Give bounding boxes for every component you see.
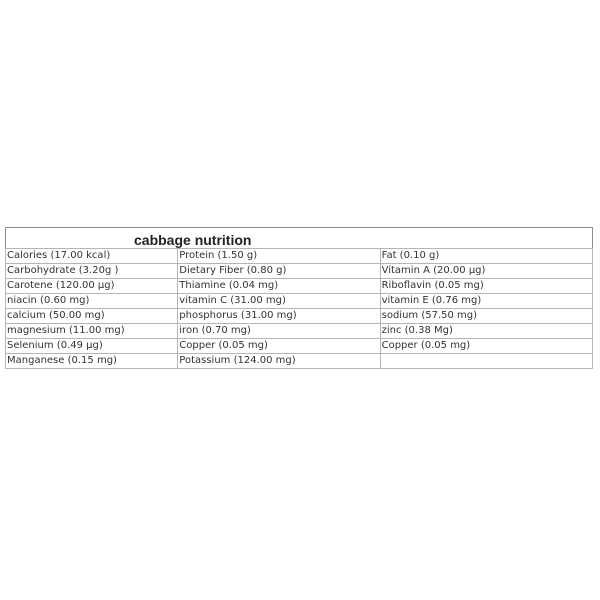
nutrient-cell: vitamin E (0.76 mg) bbox=[380, 294, 592, 309]
nutrient-cell: Calories (17.00 kcal) bbox=[6, 249, 178, 264]
table-row bbox=[6, 279, 593, 294]
table-row bbox=[6, 294, 593, 309]
nutrient-cell: phosphorus (31.00 mg) bbox=[178, 309, 380, 324]
nutrient-cell: Riboflavin (0.05 mg) bbox=[380, 279, 592, 294]
table-row bbox=[6, 249, 593, 264]
nutrient-cell: Copper (0.05 mg) bbox=[380, 339, 592, 354]
nutrient-cell: zinc (0.38 Mg) bbox=[380, 324, 592, 339]
nutrient-cell: Carbohydrate (3.20g ) bbox=[6, 264, 178, 279]
nutrient-cell: Vitamin A (20.00 µg) bbox=[380, 264, 592, 279]
nutrient-cell: Protein (1.50 g) bbox=[178, 249, 380, 264]
table-row bbox=[6, 324, 593, 339]
nutrient-cell: Carotene (120.00 µg) bbox=[6, 279, 178, 294]
table-row bbox=[6, 309, 593, 324]
nutrient-cell: magnesium (11.00 mg) bbox=[6, 324, 178, 339]
table-row bbox=[6, 339, 593, 354]
nutrient-cell: Selenium (0.49 µg) bbox=[6, 339, 178, 354]
nutrient-cell: Thiamine (0.04 mg) bbox=[178, 279, 380, 294]
nutrient-cell: Copper (0.05 mg) bbox=[178, 339, 380, 354]
nutrient-cell: Dietary Fiber (0.80 g) bbox=[178, 264, 380, 279]
nutrient-cell: Fat (0.10 g) bbox=[380, 249, 592, 264]
table-row bbox=[6, 264, 593, 279]
table-row bbox=[6, 354, 593, 369]
nutrient-cell: sodium (57.50 mg) bbox=[380, 309, 592, 324]
empty-cell bbox=[380, 354, 592, 369]
nutrient-cell: calcium (50.00 mg) bbox=[6, 309, 178, 324]
nutrition-table bbox=[5, 227, 593, 369]
nutrient-cell: niacin (0.60 mg) bbox=[6, 294, 178, 309]
table-title: cabbage nutrition bbox=[6, 228, 593, 249]
nutrient-cell: Manganese (0.15 mg) bbox=[6, 354, 178, 369]
nutrient-cell: iron (0.70 mg) bbox=[178, 324, 380, 339]
nutrient-cell: vitamin C (31.00 mg) bbox=[178, 294, 380, 309]
nutrient-cell: Potassium (124.00 mg) bbox=[178, 354, 380, 369]
table-title-row bbox=[6, 228, 593, 249]
